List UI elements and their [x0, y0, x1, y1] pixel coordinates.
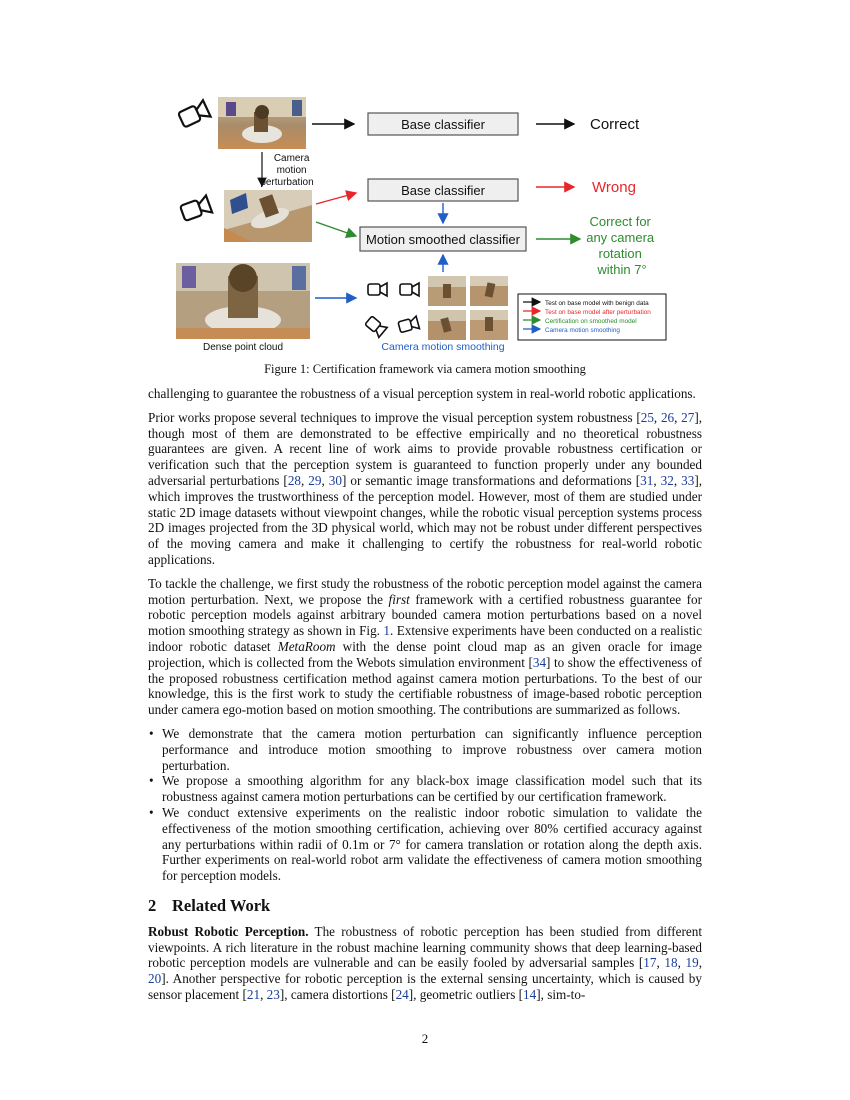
citation-link[interactable]: 33 [681, 472, 695, 488]
output-wrong-label: Wrong [592, 179, 636, 196]
citation-link[interactable]: 30 [328, 472, 342, 488]
smoothing-thumbnail [470, 276, 508, 306]
contribution-item: • We demonstrate that the camera motion perturbation can significantly influence perception performance and introduce motion smoothing to improve robustness over camera motion perturbation. [148, 726, 702, 773]
figure-caption: Figure 1: Certification framework via camera motion smoothing [264, 362, 586, 376]
runin-heading: Robust Robotic Perception. [148, 923, 309, 939]
section-number: 2 [148, 895, 157, 915]
output-certified-label [586, 214, 658, 277]
scene-image-perturbed [224, 190, 312, 242]
legend-text-smoothing: Camera motion smoothing [545, 327, 620, 334]
citation-link[interactable]: 25 [640, 409, 654, 425]
smoothing-thumbnail [470, 310, 508, 340]
paragraph-intro-continued [148, 386, 702, 402]
text-run: challenging to guarantee the robustness of a visual perception system in real-world robotic applications. [148, 386, 696, 401]
citation-link[interactable]: 20 [148, 971, 162, 987]
smoothed-classifier-box [360, 227, 526, 251]
citation-link[interactable]: 27 [681, 409, 695, 425]
camera-perturbation-line: perturbation [260, 177, 314, 188]
citation-link[interactable]: 32 [660, 472, 674, 488]
dense-point-cloud-label: Dense point cloud [202, 342, 284, 353]
paragraph-approach [148, 576, 702, 718]
scene-image-original [218, 97, 306, 149]
text-run: framework with a certified robustness guarantee for robotic perception models against arbitrary bounded camera motion perturbations based on a novel motion smoothing strategy as shown in Fig. [148, 591, 702, 639]
text-run: with the dense point cloud map as an given oracle for image projection, which is collected from the Webots simulation environment [ [148, 638, 702, 670]
text-run: ], which improves the trustworthiness of the perception model. However, most of them are studied under static 2D image datasets without viewpoint changes, while the robotic visual perception systems process 2D images projected from the 3D physical world, which may not be robust under different perspectives of the moving camera and make it challenging to certify the robustness for real-world robotic applications. [148, 472, 703, 567]
camera-icon [364, 315, 387, 337]
section-title: Related Work [172, 895, 271, 915]
text-run: ], though most of them are demonstrated to be effective empirically and no theoretical robustness guarantees are given. A recent line of work aims to provide provable robustness certification or verification such that the perception system is guaranteed to function properly under any bounded adversarial perturbations [ [148, 409, 703, 488]
text-run: ] to show the effectiveness of the proposed robustness certification method against camera motion perturbations. To the best of our knowledge, this is the first work to study the certifiable robustness of image-based robotic perception under camera ego-motion based on motion smoothing. The contributions are summarized as follows. [148, 654, 702, 718]
paragraph-related-work: Robust Robotic Perception. The robustness of robotic perception has been studied from different viewpoints. A rich literature in the robust machine learning community shows that deep learning-based robotic perception models are vulnerable and can be easily fooled by adversarial samples [17, 18, 19, 20]. Another perspective for robotic perception is the external sensing uncertainty, which is caused by sensor placement [21, 23], camera distortions [24], geometric outliers [14], sim-to- [148, 923, 703, 1002]
paragraph-prior-works: Prior works propose several techniques to improve the visual perception system robustness [25, 26, 27], though most of them are demonstrated to be effective empirically and no theoretical robustness guarantees are given. A recent line of work aims to provide provable robustness certification or verification such that the perception system is guaranteed to function properly under any bounded adversarial perturbations [28, 29, 30] or semantic image transformations and deformations [31, 32, 33], which improves the trustworthiness of the perception model. However, most of them are studied under static 2D image datasets without viewpoint changes, while the robotic visual perception systems process 2D images projected from the 3D physical world, which may not be robust under different perspectives of the moving camera and make it challenging to certify the robustness for real-world robotic applications. [148, 409, 703, 567]
text-run: ], camera distortions [ [279, 986, 396, 1002]
dense-point-cloud-image [176, 263, 310, 339]
legend-text-certification: Certification on smoothed model [545, 318, 637, 325]
camera-icon [178, 100, 211, 128]
camera-perturbation-line: Camera [273, 153, 310, 164]
citation-link[interactable]: 17 [643, 955, 657, 971]
base-classifier-label: Base classifier [401, 117, 485, 132]
text-run: Prior works propose several techniques to improve the visual perception system robustness [ [148, 409, 641, 425]
certified-line: within 7° [597, 262, 647, 277]
citation-link[interactable]: 24 [395, 986, 409, 1002]
section-heading [148, 895, 702, 915]
certified-line: rotation [598, 246, 642, 261]
text-run: ], geometric outliers [ [408, 986, 524, 1002]
text-run: The robustness of robotic perception has been studied from different viewpoints. A rich literature in the robust machine learning community shows that deep learning-based robotic perception models are vulnerable and can be easily fooled by adversarial samples [ [148, 923, 703, 971]
citation-link[interactable]: 29 [308, 472, 322, 488]
text-run: ], sim-to- [536, 986, 586, 1002]
contributions-list [148, 726, 702, 884]
citation-link[interactable]: 26 [660, 409, 675, 425]
camera-icon [400, 283, 419, 296]
citation-link[interactable]: 18 [664, 955, 678, 971]
camera-motion-smoothing-label: Camera motion smoothing [381, 341, 505, 353]
camera-perturbation-line: motion [276, 165, 307, 176]
smoothed-classifier-label: Motion smoothed classifier [366, 232, 520, 247]
text-run: . Extensive experiments have been conducted on a realistic indoor robotic dataset [148, 623, 703, 654]
arrow-perturbed-smoothed [316, 222, 356, 236]
citation-link[interactable]: 21 [246, 986, 261, 1002]
citation-link[interactable]: 31 [640, 472, 654, 488]
camera-icon [180, 195, 212, 221]
certified-line: any camera [586, 230, 655, 245]
base-classifier-box-top [368, 113, 518, 135]
emphasis-first: first [388, 591, 410, 607]
smoothing-thumbnail [428, 276, 466, 306]
citation-link[interactable]: 19 [685, 955, 699, 971]
camera-icon [368, 283, 387, 296]
main-text [148, 386, 702, 1011]
base-classifier-label: Base classifier [401, 183, 485, 198]
camera-icon [398, 316, 420, 333]
text-run: To tackle the challenge, we first study the robustness of the robotic perception model against the camera motion perturbation. Next, we propose the [148, 575, 702, 607]
contribution-item: • We propose a smoothing algorithm for any black-box image classification model such that its robustness against camera motion perturbations can be certified by our certification framework. [148, 773, 702, 805]
citation-link[interactable]: 14 [523, 986, 537, 1002]
arrow-perturbed-base [316, 193, 356, 204]
text-run: ] or semantic image transformations and deformations [ [341, 472, 641, 488]
page-number: 2 [421, 1031, 429, 1046]
figure-1 [0, 0, 850, 360]
citation-link[interactable]: 34 [532, 654, 547, 670]
camera-perturbation-label [260, 153, 313, 188]
base-classifier-box-middle [368, 179, 518, 201]
dataset-name: MetaRoom [277, 638, 336, 654]
text-run: ]. Another perspective for robotic perception is the external sensing uncertainty, which is caused by sensor placement [ [148, 971, 702, 1002]
legend [518, 294, 666, 340]
citation-link[interactable]: 23 [266, 986, 280, 1002]
citation-link[interactable]: 28 [287, 472, 301, 488]
figure-link[interactable]: 1 [383, 623, 391, 639]
contribution-item: • We conduct extensive experiments on the realistic indoor robotic simulation to validate the effectiveness of the motion smoothing certification, achieving over 80% certified accuracy against any perturbations within radii of 0.1m or 7° for camera translation or rotation along the depth axis. Further experiments on real-world robot arm validate the effectiveness of camera motion smoothing for perception models. [148, 805, 702, 884]
smoothing-thumbnail [428, 310, 466, 340]
legend-text-benign: Test on base model with benign data [545, 300, 649, 307]
certified-line: Correct for [589, 214, 651, 229]
legend-text-perturbation: Test on base model after perturbation [545, 309, 651, 316]
output-correct-label: Correct [590, 116, 640, 133]
